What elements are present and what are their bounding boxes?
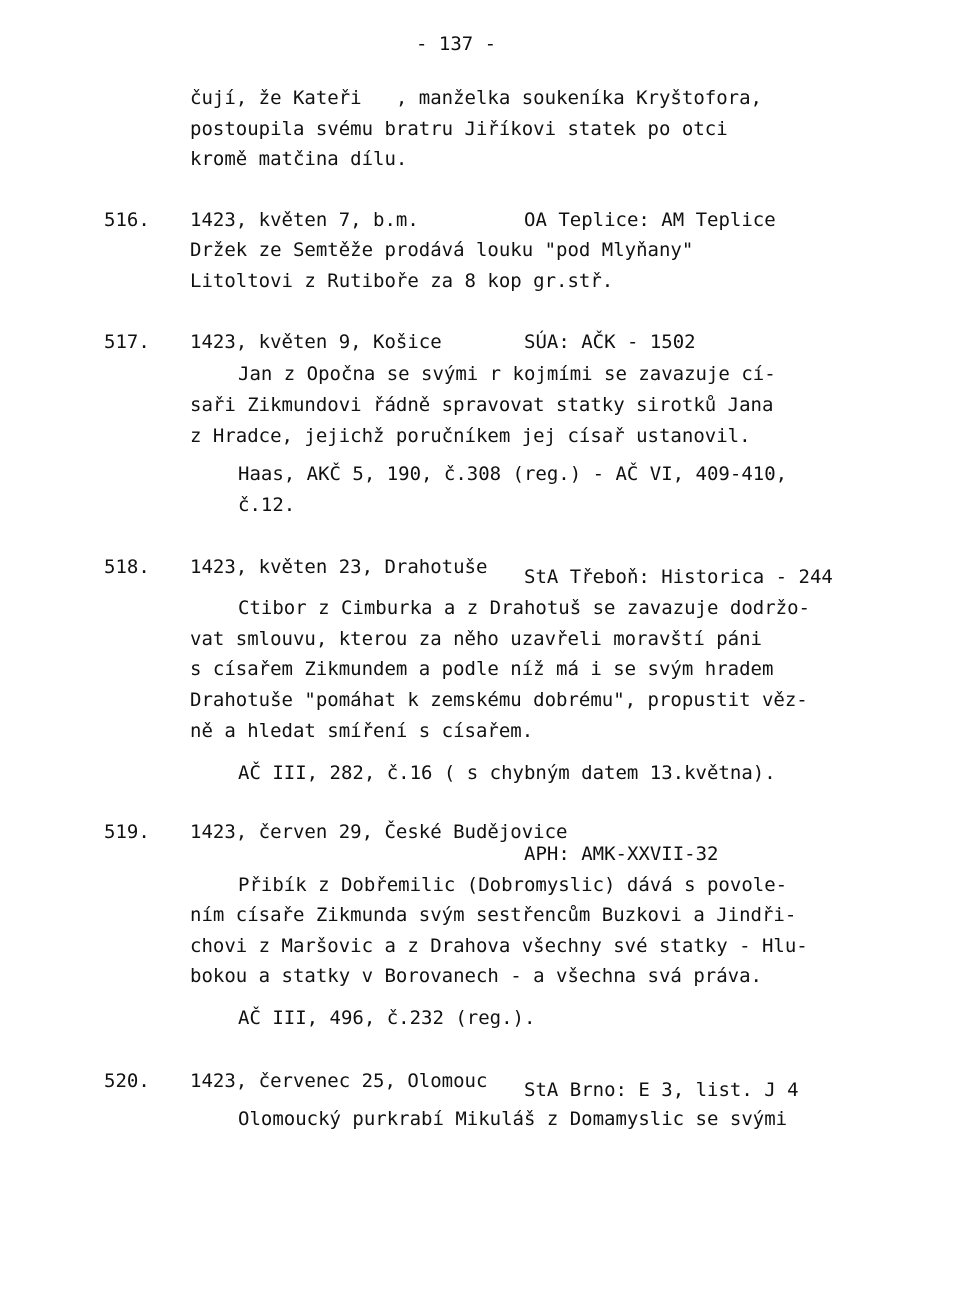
entry-number: 519. (104, 821, 150, 843)
entry-header: 1423, květen 7, b.m. (190, 209, 419, 231)
entry-body-line: Olomoucký purkrabí Mikuláš z Domamyslic se svými (238, 1108, 788, 1130)
entry-body-line: ně a hledat smíření s císařem. (190, 720, 534, 742)
entry-number: 520. (104, 1070, 150, 1092)
entry-number: 518. (104, 556, 150, 578)
intro-line: čují, že Kateři , manželka soukeníka Kryštofora, (190, 87, 762, 109)
entry-header: 1423, květen 9, Košice (190, 331, 442, 353)
entry-number: 517. (104, 331, 150, 353)
entry-body-line: Ctibor z Cimburka a z Drahotuš se zavazuje dodržo- (238, 597, 810, 619)
entry-reference: Haas, AKČ 5, 190, č.308 (reg.) - AČ VI, 409-410, (238, 463, 788, 485)
entry-reference: AČ III, 282, č.16 ( s chybným datem 13.května). (238, 762, 776, 784)
entry-body-line: s císařem Zikmundem a podle níž má i se svým hradem (190, 658, 774, 680)
intro-line: kromě matčina dílu. (190, 148, 408, 170)
entry-body-line: z Hradce, jejichž poručníkem jej císař ustanovil. (190, 425, 751, 447)
entry-body-line: Jan z Opočna se svými r kojmími se zavazuje cí- (238, 363, 776, 385)
page-number: - 137 - (416, 33, 497, 55)
entry-archive: SÚA: AČK - 1502 (524, 331, 696, 353)
entry-body-line: Litoltovi z Rutiboře za 8 kop gr.stř. (190, 270, 614, 292)
entry-header: 1423, květen 23, Drahotuše (190, 556, 488, 578)
entry-body-line: saři Zikmundovi řádně spravovat statky sirotků Jana (190, 394, 774, 416)
entry-body-line: Drahotuše "pomáhat k zemskému dobrému", propustit věz- (190, 689, 808, 711)
entry-archive: StA Brno: E 3, list. J 4 (524, 1079, 799, 1101)
entry-number: 516. (104, 209, 150, 231)
entry-archive: StA Třeboň: Historica - 244 (524, 566, 833, 588)
entry-header: 1423, červen 29, České Budějovice (190, 821, 568, 843)
intro-line: postoupila svému bratru Jiříkovi statek po otci (190, 118, 728, 140)
entry-reference: AČ III, 496, č.232 (reg.). (238, 1007, 536, 1029)
entry-body-line: ním císaře Zikmunda svým sestřencům Buzkovi a Jindři- (190, 904, 797, 926)
entry-body-line: Přibík z Dobřemilic (Dobromyslic) dává s povole- (238, 874, 788, 896)
entry-header: 1423, červenec 25, Olomouc (190, 1070, 488, 1092)
entry-reference: č.12. (238, 494, 296, 516)
entry-body-line: vat smlouvu, kterou za něho uzavřeli moravští páni (190, 628, 762, 650)
entry-body-line: Držek ze Semtěže prodává louku "pod Mlyňany" (190, 239, 694, 261)
entry-archive: OA Teplice: AM Teplice (524, 209, 776, 231)
entry-body-line: bokou a statky v Borovanech - a všechna svá práva. (190, 965, 762, 987)
entry-body-line: chovi z Maršovic a z Drahova všechny své statky - Hlu- (190, 935, 808, 957)
entry-archive: APH: AMK-XXVII-32 (524, 843, 719, 865)
